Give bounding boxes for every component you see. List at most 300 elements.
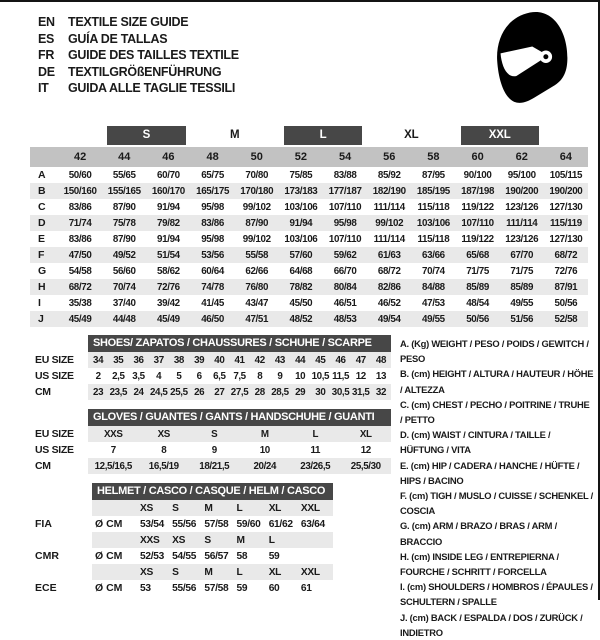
size-value-cell: 182/190 [372, 185, 406, 197]
legend-item: F. (cm) TIGH / MUSLO / CUISSE / SCHENKEL / COSCIA [400, 490, 593, 517]
helmet-sizes-row [35, 532, 391, 548]
size-column-header: 58 [427, 151, 440, 163]
helmet-values-row [35, 548, 391, 564]
language-title: GUIDA ALLE TAGLIE TESSILI [68, 81, 236, 95]
measure-row-label: CM [35, 460, 51, 472]
size-value-cell: 45/49 [68, 313, 92, 325]
helmet-value-cell: 59 [268, 550, 280, 562]
measurement-row [30, 199, 588, 215]
gloves-table-title: GLOVES / GUANTES / GANTS / HANDSCHUHE / GUANTI [88, 409, 391, 426]
helmet-size-header: M [204, 502, 213, 514]
measure-cell: 2 [95, 370, 101, 382]
language-code: IT [38, 81, 49, 95]
helmet-size-header: XXL [300, 502, 320, 514]
size-value-cell: 127/130 [549, 233, 583, 245]
diameter-label: Ø CM [95, 518, 123, 530]
helmet-value-cell: 56/57 [204, 550, 229, 562]
size-value-cell: 87/90 [112, 233, 136, 245]
size-value-cell: 47/50 [68, 249, 92, 261]
helmet-sizes-row [35, 500, 391, 516]
size-value-cell: 127/130 [549, 201, 583, 213]
size-value-cell: 79/82 [157, 217, 180, 229]
size-value-cell: 177/187 [328, 185, 362, 197]
size-value-cell: 95/98 [201, 201, 224, 213]
helmet-value-cell: 52/53 [140, 550, 164, 562]
size-value-cell: 50/56 [554, 297, 578, 309]
size-value-cell: 85/89 [466, 281, 489, 293]
measure-row-label: US SIZE [35, 370, 74, 382]
measurement-row-label: C [38, 201, 46, 213]
size-value-cell: 107/110 [461, 217, 494, 229]
size-value-cell: 49/55 [510, 297, 534, 309]
size-value-cell: 48/53 [333, 313, 357, 325]
size-value-cell: 111/114 [506, 217, 538, 229]
size-value-cell: 170/180 [240, 185, 274, 197]
language-row [38, 64, 239, 81]
language-row [38, 80, 239, 97]
size-value-cell: 75/85 [289, 169, 313, 181]
measurement-row-label: H [38, 281, 46, 293]
measure-values [88, 442, 391, 458]
helmet-size-header: XXL [300, 566, 320, 578]
measure-cell: 7,5 [233, 370, 246, 382]
size-value-cell: 115/118 [417, 201, 450, 213]
size-value-cell: 74/78 [201, 281, 224, 293]
helmet-value-band [92, 516, 333, 532]
measure-cell: 30 [315, 386, 326, 398]
helmet-value-cell: 57/58 [204, 518, 229, 530]
helmet-value-cell: 60 [268, 582, 280, 594]
size-value-cell: 123/126 [505, 233, 539, 245]
size-value-cell: 111/114 [373, 201, 405, 213]
racing-helmet-icon [487, 8, 573, 110]
language-code: ES [38, 31, 55, 46]
size-value-cell: 95/98 [201, 233, 224, 245]
diameter-label: Ø CM [95, 550, 123, 562]
helmet-size-header: XS [140, 502, 153, 514]
lower-tables [35, 335, 391, 605]
measure-cell: L [312, 428, 319, 440]
measure-cell: 11 [310, 444, 321, 456]
helmet-standard-label: CMR [35, 550, 59, 562]
size-value-cell: 75/78 [112, 217, 136, 229]
helmet-size-header: S [172, 502, 179, 514]
measure-row [35, 352, 391, 368]
measure-cell: S [211, 428, 218, 440]
size-band-xxl: XXL [461, 126, 539, 145]
measurement-row [30, 263, 588, 279]
helmet-size-band [92, 500, 333, 516]
size-value-cell: 61/63 [377, 249, 401, 261]
size-value-cell: 91/94 [289, 217, 313, 229]
measure-values [88, 352, 391, 368]
size-value-cell: 99/102 [375, 217, 404, 229]
measure-cell: 10 [259, 444, 270, 456]
size-value-cell: 71/74 [68, 217, 92, 229]
size-value-cell: 85/92 [377, 169, 401, 181]
measure-cell: 31,5 [352, 386, 370, 398]
measure-row-label: US SIZE [35, 444, 74, 456]
measure-cell: M [260, 428, 269, 440]
measure-cell: 7 [110, 444, 116, 456]
measurement-row-label: E [38, 233, 45, 245]
helmet-value-cell: 53 [140, 582, 151, 594]
helmet-size-header: XL [268, 566, 282, 578]
size-value-cell: 53/56 [201, 249, 224, 261]
size-value-cell: 45/49 [157, 313, 180, 325]
helmet-sizes-row [35, 564, 391, 580]
size-value-cell: 150/160 [63, 185, 97, 197]
size-value-cell: 123/126 [505, 201, 539, 213]
language-row [38, 14, 239, 31]
measure-cell: 13 [375, 370, 386, 382]
helmet-value-cell: 54/55 [172, 550, 197, 562]
measure-cell: 28 [254, 386, 265, 398]
measurement-row-label: I [38, 297, 41, 309]
size-value-cell: 173/183 [284, 185, 318, 197]
shoes-table-title: SHOES/ ZAPATOS / CHAUSSURES / SCHUHE / SCARPE [88, 335, 391, 352]
measure-cell: 41 [234, 354, 245, 366]
size-value-cell: 70/74 [422, 265, 445, 277]
size-band-l: L [284, 126, 362, 145]
size-value-cell: 59/62 [333, 249, 357, 261]
measure-cell: 48 [375, 354, 386, 366]
measure-cell: 9 [277, 370, 283, 382]
size-value-cell: 91/94 [157, 233, 180, 245]
legend-item: I. (cm) SHOULDERS / HOMBROS / ÉPAULES / SCHULTERN / SPALLE [400, 581, 593, 608]
gloves-table [35, 409, 391, 474]
measure-values [88, 426, 391, 442]
size-value-cell: 41/45 [201, 297, 224, 309]
size-value-cell: 65/68 [466, 249, 489, 261]
size-column-header: 46 [162, 151, 175, 163]
legend-item: D. (cm) WAIST / CINTURA / TAILLE / HÜFTUNG / VITA [400, 429, 551, 456]
language-title-block [38, 14, 239, 97]
size-value-cell: 83/86 [68, 201, 92, 213]
size-value-cell: 52/58 [554, 313, 578, 325]
helmet-value-cell: 61 [300, 582, 312, 594]
measure-cell: 4 [156, 370, 162, 382]
size-value-cell: 46/52 [377, 297, 401, 309]
helmet-table-title: HELMET / CASCO / CASQUE / HELM / CASCO [92, 483, 333, 500]
size-column-header: 48 [206, 151, 219, 163]
measure-cell: 35 [113, 354, 124, 366]
language-title: GUÍA DE TALLAS [68, 31, 168, 46]
measure-row [35, 442, 391, 458]
size-value-cell: 99/102 [242, 233, 271, 245]
measure-cell: 25,5 [170, 386, 188, 398]
size-value-cell: 54/58 [68, 265, 92, 277]
measure-cell: 27 [214, 386, 225, 398]
measure-cell: 12,5/16,5 [94, 460, 132, 472]
size-value-cell: 55/65 [112, 169, 136, 181]
measure-cell: 6 [196, 370, 202, 382]
size-value-cell: 66/70 [333, 265, 357, 277]
legend-item: B. (cm) HEIGHT / ALTURA / HAUTEUR / HÖHE / ALTEZZA [400, 368, 594, 395]
helmet-size-header: L [236, 502, 243, 514]
helmet-value-cell: 53/54 [140, 518, 164, 530]
size-value-cell: 84/88 [422, 281, 445, 293]
measure-cell: XL [359, 428, 372, 440]
measure-cell: 30,5 [331, 386, 350, 398]
size-value-cell: 63/66 [422, 249, 445, 261]
measure-cell: 9 [211, 444, 217, 456]
size-value-cell: 68/72 [377, 265, 401, 277]
measure-cell: XS [157, 428, 170, 440]
size-column-header: 56 [383, 151, 396, 163]
measure-cell: 10,5 [311, 370, 330, 382]
size-value-cell: 82/86 [377, 281, 401, 293]
language-code: DE [38, 64, 55, 79]
size-value-cell: 185/195 [416, 185, 450, 197]
legend-item: H. (cm) INSIDE LEG / ENTREPIERNA / FOURCHE / SCHRITT / FORCELLA [400, 550, 559, 578]
size-value-cell: 68/72 [68, 281, 92, 293]
helmet-size-header: L [236, 566, 243, 578]
size-value-cell: 155/165 [107, 185, 141, 197]
size-value-cell: 83/86 [201, 217, 224, 229]
size-value-cell: 87/90 [112, 201, 136, 213]
helmet-size-header: XL [268, 502, 282, 514]
measure-row [35, 384, 391, 400]
measure-row [35, 458, 391, 474]
helmet-size-header: S [172, 566, 179, 578]
size-value-cell: 49/55 [422, 313, 445, 325]
size-column-header: 44 [118, 151, 131, 163]
size-value-cell: 46/51 [333, 297, 357, 309]
helmet-value-band [92, 548, 333, 564]
helmet-value-cell: 57/58 [204, 582, 229, 594]
size-value-cell: 47/51 [245, 313, 269, 325]
language-code: EN [38, 15, 55, 29]
size-value-cell: 87/90 [245, 217, 269, 229]
size-value-cell: 95/98 [333, 217, 357, 229]
helmet-value-band [92, 580, 333, 596]
measure-cell: 18/21,5 [199, 460, 230, 472]
size-value-cell: 187/198 [461, 185, 495, 197]
language-title: TEXTILGRÖßENFÜHRUNG [68, 64, 222, 79]
language-row [38, 31, 239, 48]
measurement-row [30, 183, 588, 199]
measure-cell: 10 [295, 370, 306, 382]
measure-cell: 32 [375, 386, 386, 398]
size-value-cell: 76/80 [245, 281, 269, 293]
measure-cell: 16,5/19 [148, 460, 179, 472]
helmet-value-cell: 59 [236, 582, 248, 594]
measure-cell: 42 [254, 354, 265, 366]
size-value-cell: 119/122 [461, 201, 494, 213]
measure-row-label: EU SIZE [35, 354, 74, 366]
size-value-cell: 46/50 [201, 313, 224, 325]
size-value-cell: 87/91 [554, 281, 578, 293]
measure-cell: 5 [176, 370, 182, 382]
size-value-cell: 43/47 [245, 297, 269, 309]
measure-cell: 12 [360, 444, 371, 456]
size-value-cell: 78/82 [289, 281, 313, 293]
size-value-cell: 83/86 [68, 233, 92, 245]
helmet-standard-label: FIA [35, 518, 52, 530]
size-value-cell: 48/54 [466, 297, 489, 309]
size-band-s: S [107, 126, 185, 145]
size-value-cell: 67/70 [510, 249, 534, 261]
legend-item: A. (Kg) WEIGHT / PESO / POIDS / GEWITCH / PESO [400, 338, 589, 365]
textile-size-rows [30, 147, 588, 327]
size-value-cell: 87/95 [422, 169, 445, 181]
size-column-header: 64 [559, 151, 573, 163]
measure-cell: 24 [133, 386, 144, 398]
measure-values [88, 384, 391, 400]
size-value-cell: 95/100 [507, 169, 536, 181]
measurement-legend [400, 336, 594, 640]
measure-cell: 2,5 [112, 370, 125, 382]
size-column-header: 60 [471, 151, 484, 163]
textile-size-table [30, 126, 588, 327]
size-value-cell: 72/76 [157, 281, 180, 293]
size-value-cell: 107/110 [328, 201, 362, 213]
size-value-cell: 62/66 [245, 265, 269, 277]
size-value-cell: 49/52 [112, 249, 136, 261]
measure-cell: 20/24 [253, 460, 277, 472]
measure-cell: 34 [93, 354, 104, 366]
size-value-cell: 80/84 [333, 281, 357, 293]
size-value-cell: 111/114 [373, 233, 405, 245]
size-value-cell: 105/115 [549, 169, 583, 181]
measure-cell: 6,5 [213, 370, 226, 382]
size-value-cell: 47/53 [422, 297, 445, 309]
measure-cell: 40 [214, 354, 225, 366]
legend-item: J. (cm) BACK / ESPALDA / DOS / ZURÜCK / INDIETRO [400, 611, 583, 638]
size-value-cell: 107/110 [328, 233, 362, 245]
size-value-cell: 70/80 [245, 169, 269, 181]
size-column-header: 42 [73, 151, 87, 163]
size-value-cell: 90/100 [463, 169, 492, 181]
language-row [38, 47, 239, 64]
size-value-cell: 68/72 [554, 249, 578, 261]
helmet-values-row [35, 516, 391, 532]
language-code: FR [38, 48, 55, 62]
measure-cell: 26 [194, 386, 205, 398]
size-value-cell: 57/60 [289, 249, 313, 261]
size-value-cell: 58/62 [157, 265, 180, 277]
legend-item: G. (cm) ARM / BRAZO / BRAS / ARM / BRACCIO [400, 520, 557, 547]
size-value-cell: 115/119 [549, 217, 582, 229]
helmet-size-header: M [236, 534, 245, 546]
size-value-cell: 35/38 [68, 297, 92, 309]
size-value-cell: 99/102 [242, 201, 271, 213]
measure-cell: 37 [153, 354, 164, 366]
size-value-cell: 48/52 [289, 313, 313, 325]
measure-cell: 47 [355, 354, 366, 366]
measurement-row-label: J [38, 313, 44, 325]
measure-row-label: EU SIZE [35, 428, 74, 440]
helmet-size-header: L [268, 534, 275, 546]
measure-cell: 3,5 [132, 370, 145, 382]
size-value-cell: 103/106 [284, 201, 318, 213]
helmet-value-cell: 55/56 [172, 518, 197, 530]
helmet-size-band [92, 532, 333, 548]
helmet-size-band [92, 564, 333, 580]
measurement-row-label: G [38, 265, 46, 277]
measure-cell: 12 [355, 370, 366, 382]
language-title: TEXTILE SIZE GUIDE [68, 15, 189, 29]
measure-cell: 46 [335, 354, 346, 366]
measure-values [88, 368, 391, 384]
size-value-cell: 165/175 [196, 185, 230, 197]
measure-cell: 43 [274, 354, 285, 366]
size-value-cell: 64/68 [289, 265, 313, 277]
measure-cell: XXS [104, 428, 123, 440]
size-value-cell: 91/94 [157, 201, 180, 213]
measure-values [88, 458, 391, 474]
size-value-cell: 50/56 [466, 313, 489, 325]
helmet-table [35, 483, 391, 596]
size-value-cell: 51/54 [157, 249, 180, 261]
size-value-cell: 55/58 [245, 249, 269, 261]
helmet-value-cell: 63/64 [300, 518, 325, 530]
helmet-value-cell: 59/60 [236, 518, 261, 530]
helmet-size-header: M [204, 566, 213, 578]
measurement-row-label: F [38, 249, 45, 261]
size-value-cell: 65/75 [201, 169, 224, 181]
size-column-header: 62 [515, 151, 528, 163]
helmet-standard-label: ECE [35, 582, 57, 594]
measure-cell: 24,5 [149, 386, 168, 398]
measure-cell: 8 [161, 444, 167, 456]
size-value-cell: 103/106 [416, 217, 450, 229]
measurement-row [30, 247, 588, 263]
measure-row [35, 368, 391, 384]
measure-row-label: CM [35, 386, 51, 398]
measure-cell: 23,5 [109, 386, 128, 398]
measure-cell: 25,5/30 [350, 460, 381, 472]
helmet-values-row [35, 580, 391, 596]
size-value-cell: 190/200 [505, 185, 539, 197]
size-value-cell: 71/75 [510, 265, 534, 277]
size-value-cell: 37/40 [112, 297, 136, 309]
size-column-header: 54 [338, 151, 352, 163]
measurement-row-label: B [38, 185, 46, 197]
helmet-size-header: XXS [140, 534, 160, 546]
measurement-row [30, 295, 588, 311]
measure-cell: 27,5 [230, 386, 249, 398]
measure-cell: 44 [295, 354, 306, 366]
measure-cell: 45 [315, 354, 326, 366]
measure-cell: 39 [194, 354, 205, 366]
measure-cell: 28,5 [271, 386, 289, 398]
size-value-cell: 72/76 [554, 265, 578, 277]
measurement-row [30, 231, 588, 247]
size-columns-row [30, 147, 588, 167]
size-value-cell: 160/170 [151, 185, 185, 197]
measurement-row [30, 311, 588, 327]
legend-item: E. (cm) HIP / CADERA / HANCHE / HÜFTE / HIPS / BACINO [400, 459, 580, 486]
size-value-cell: 60/64 [201, 265, 224, 277]
size-value-cell: 190/200 [549, 185, 583, 197]
helmet-value-cell: 55/56 [172, 582, 197, 594]
measure-cell: 11,5 [332, 370, 349, 382]
helmet-size-header: S [204, 534, 211, 546]
helmet-value-cell: 58 [236, 550, 248, 562]
size-band-row [30, 126, 588, 145]
size-value-cell: 85/89 [510, 281, 534, 293]
measure-row [35, 426, 391, 442]
measurement-row-label: D [38, 217, 46, 229]
size-column-header: 52 [294, 151, 308, 163]
size-value-cell: 56/60 [112, 265, 136, 277]
size-value-cell: 83/88 [333, 169, 357, 181]
measurement-row [30, 215, 588, 231]
measure-cell: 36 [133, 354, 144, 366]
size-value-cell: 103/106 [284, 233, 318, 245]
